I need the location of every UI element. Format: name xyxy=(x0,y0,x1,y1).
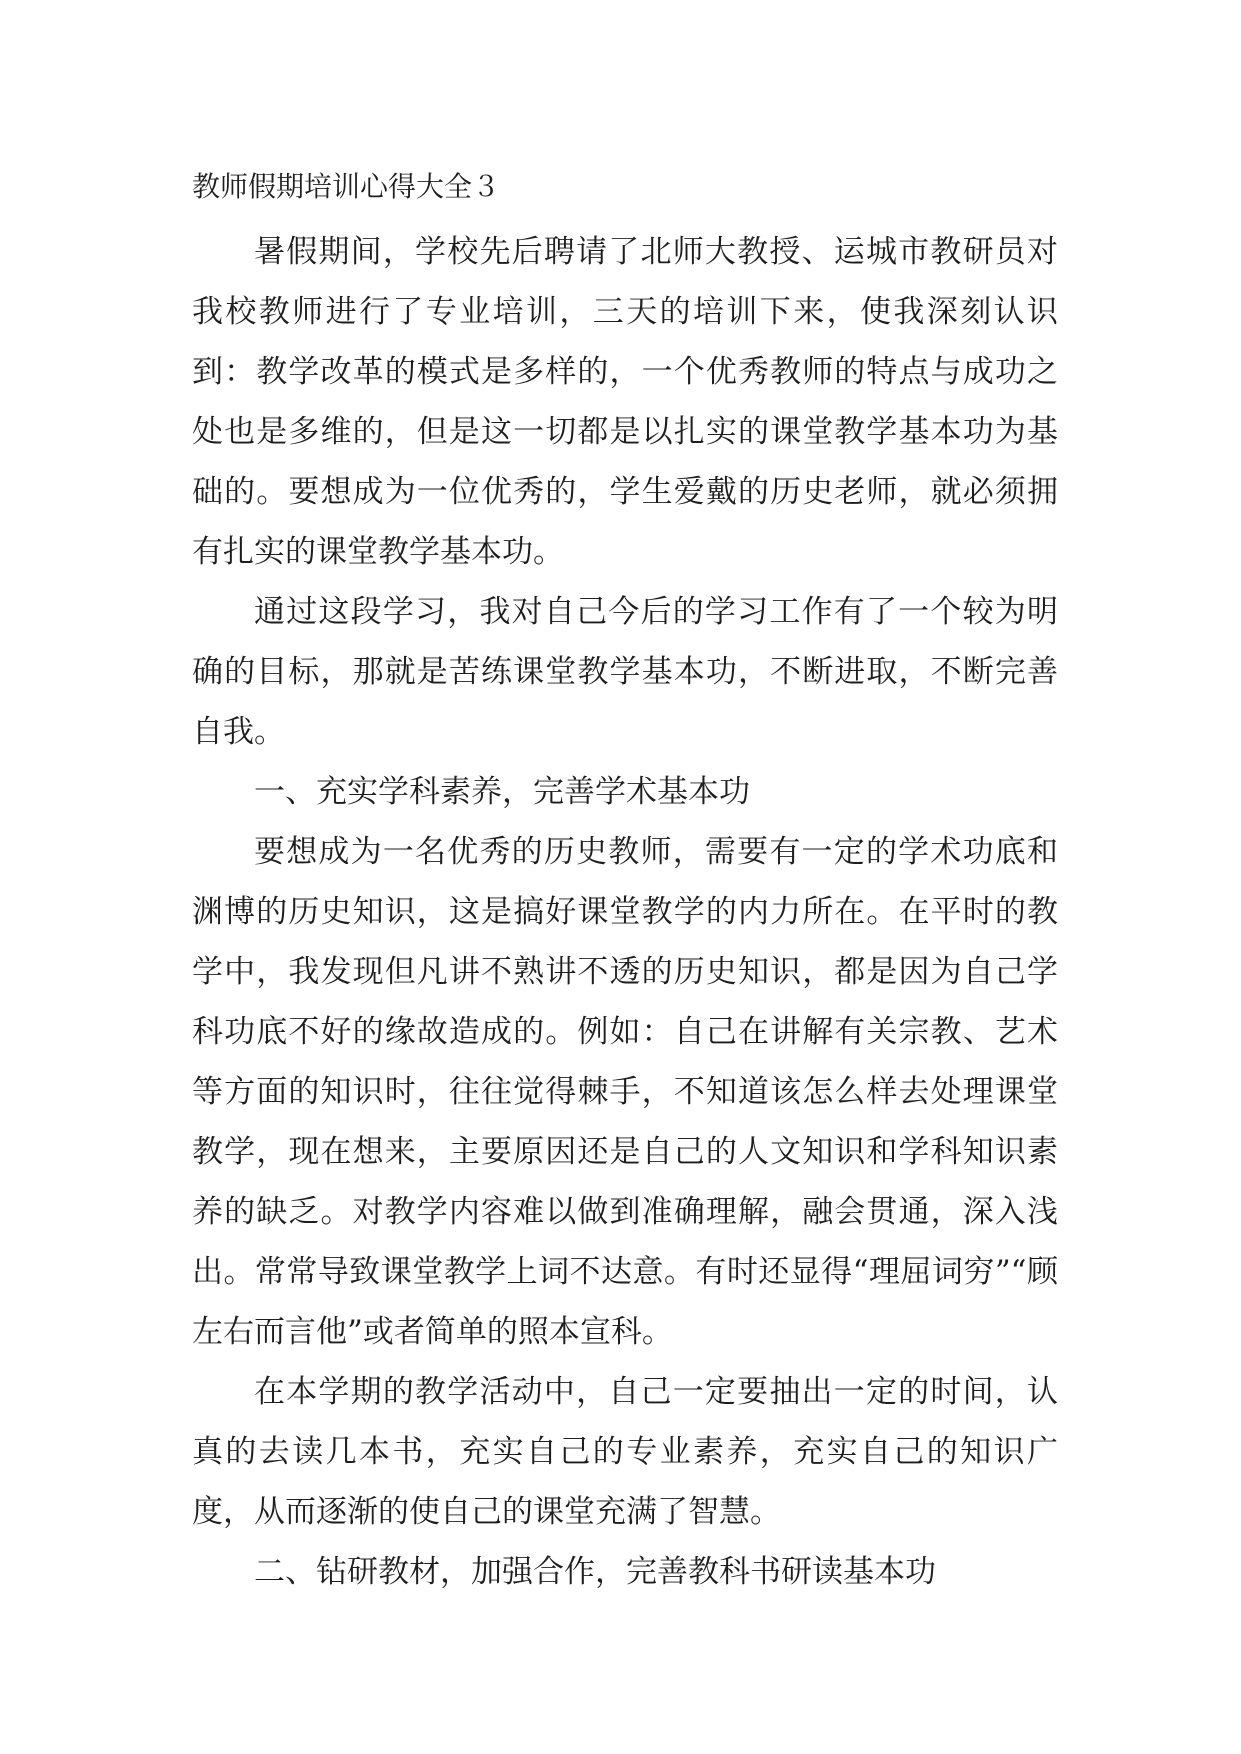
paragraph-2: 通过这段学习，我对自己今后的学习工作有了一个较为明确的目标，那就是苦练课堂教学基本功，不断进取，不断完善自我。 xyxy=(192,594,1058,750)
paragraph-1: 暑假期间，学校先后聘请了北师大教授、运城市教研员对我校教师进行了专业培训，三天的培训下来，使我深刻认识到：教学改革的模式是多样的，一个优秀教师的特点与成功之处也是多维的，但是这一切都是以扎实的课堂教学基本功为基础的。要想成为一位优秀的，学生爱戴的历史老师，就必须拥有扎实的课堂教学基本功。 xyxy=(192,234,1058,570)
section-heading-1: 一、充实学科素养，完善学术基本功 xyxy=(254,774,750,810)
document-title: 教师假期培训心得大全３ xyxy=(192,170,501,203)
paragraph-4: 在本学期的教学活动中，自己一定要抽出一定的时间，认真的去读几本书，充实自己的专业素养，充实自己的知识广度，从而逐渐的使自己的课堂充满了智慧。 xyxy=(192,1374,1058,1530)
section-heading-2: 二、钻研教材，加强合作，完善教科书研读基本功 xyxy=(254,1554,936,1590)
paragraph-3: 要想成为一名优秀的历史教师，需要有一定的学术功底和渊博的历史知识，这是搞好课堂教学的内力所在。在平时的教学中，我发现但凡讲不熟讲不透的历史知识，都是因为自己学科功底不好的缘故造成的。例如：自己在讲解有关宗教、艺术等方面的知识时，往往觉得棘手，不知道该怎么样去处理课堂教学，现在想来，主要原因还是自己的人文知识和学科知识素养的缺乏。对教学内容难以做到准确理解，融会贯通，深入浅出。常常导致课堂教学上词不达意。有时还显得“理屈词穷”“顾左右而言他”或者简单的照本宣科。 xyxy=(192,834,1058,1350)
document-body xyxy=(192,162,1058,1602)
